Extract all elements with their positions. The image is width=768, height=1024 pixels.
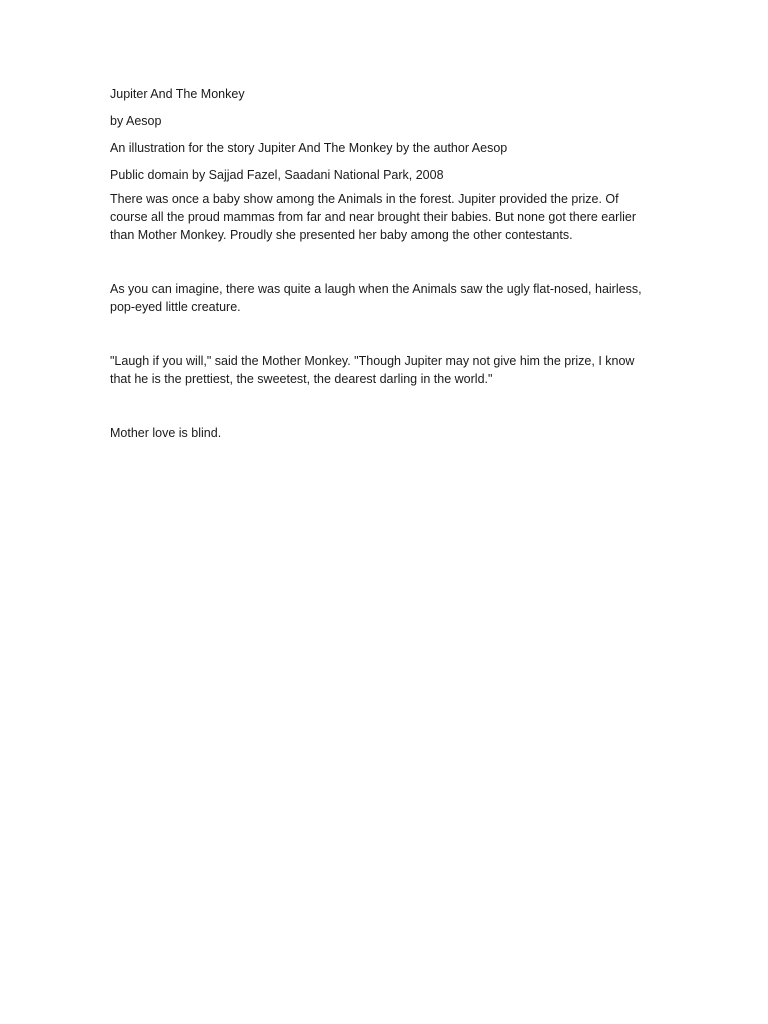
story-paragraph-2: As you can imagine, there was quite a laugh when the Animals saw the ugly flat-nosed, hairless, pop-eyed little creature. — [110, 282, 642, 314]
story-byline: by Aesop — [110, 114, 162, 128]
illustration-caption: An illustration for the story Jupiter And The Monkey by the author Aesop — [110, 141, 508, 155]
document-page — [110, 85, 650, 442]
story-moral: Mother love is blind. — [110, 426, 222, 440]
image-credit: Public domain by Sajjad Fazel, Saadani National Park, 2008 — [110, 168, 444, 182]
story-paragraph-1: There was once a baby show among the Animals in the forest. Jupiter provided the prize. Of course all the proud mammas from far and near brought their babies. But none got there earlier than Mother Monkey. Proudly she presented her baby among the other contestants. — [110, 192, 636, 242]
story-paragraph-3: "Laugh if you will," said the Mother Monkey. "Though Jupiter may not give him the prize, I know that he is the prettiest, the sweetest, the dearest darling in the world." — [110, 354, 635, 386]
story-title: Jupiter And The Monkey — [110, 87, 245, 101]
